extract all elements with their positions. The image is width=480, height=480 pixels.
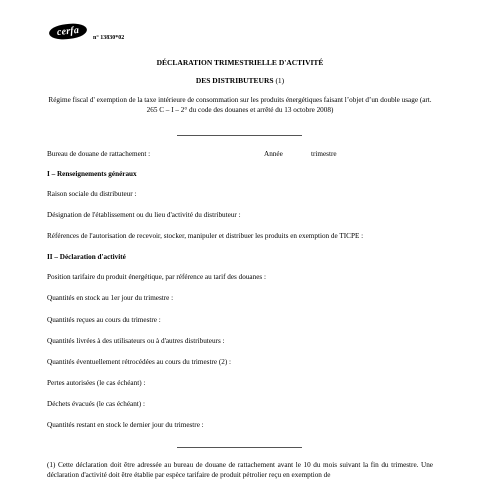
separator-line [177, 135, 302, 136]
form-number: n° 13830*02 [93, 35, 125, 41]
regime-description: Régime fiscal d' exemption de la taxe intérieure de consommation sur les produits énergétiques faisant l’objet d’un double usage (art. 265 C – I – 2° du code des douanes et arrêté du 13 octobre 2008) [48, 96, 432, 114]
separator-line [177, 447, 302, 448]
field-dechets-evacues: Déchets évacués (le cas échéant) : [47, 400, 145, 408]
field-quantites-recues: Quantités reçues au cours du trimestre : [47, 316, 161, 324]
document-subtitle [0, 76, 480, 85]
field-quantites-livrees: Quantités livrées à des utilisateurs ou à d'autres distributeurs : [47, 337, 225, 345]
footnote: (1) Cette déclaration doit être adressée au bureau de douane de rattachement avant le 10 du mois suivant la fin du trimestre. Une déclaration d'activité doit être établie par espèce tarifaire de produit pétrolier reçu en exemption de [47, 461, 433, 479]
document-title: DÉCLARATION TRIMESTRIELLE D'ACTIVITÉ [156, 58, 324, 67]
field-references-autorisation: Références de l'autorisation de recevoir, stocker, manipuler et distribuer les produits en exemption de TICPE : [47, 232, 364, 240]
field-designation-etablissement: Désignation de l'établissement ou du lieu d'activité du distributeur : [47, 211, 241, 219]
field-pertes-autorisees: Pertes autorisées (le cas échéant) : [47, 379, 146, 387]
bureau-label: Bureau de douane de rattachement : [47, 150, 151, 158]
field-position-tarifaire: Position tarifaire du produit énergétique, par référence au tarif des douanes : [47, 273, 267, 281]
trimestre-label: trimestre [311, 150, 337, 158]
field-quantites-retrocedees: Quantités éventuellement rétrocédées au cours du trimestre (2) : [47, 358, 232, 366]
field-stock-debut: Quantités en stock au 1er jour du trimestre : [47, 294, 174, 302]
field-stock-fin: Quantités restant en stock le dernier jour du trimestre : [47, 421, 204, 429]
field-raison-sociale: Raison sociale du distributeur : [47, 190, 137, 198]
annee-label: Année [264, 150, 283, 158]
cerfa-logo [48, 22, 87, 41]
section-heading-general: I – Renseignements généraux [47, 170, 137, 178]
section-heading-activite: II – Déclaration d'activité [47, 253, 126, 261]
subtitle-text: DES DISTRIBUTEURS [195, 76, 274, 85]
cerfa-logo-text: cerfa [56, 24, 80, 38]
subtitle-footnote-ref: (1) [275, 76, 285, 85]
